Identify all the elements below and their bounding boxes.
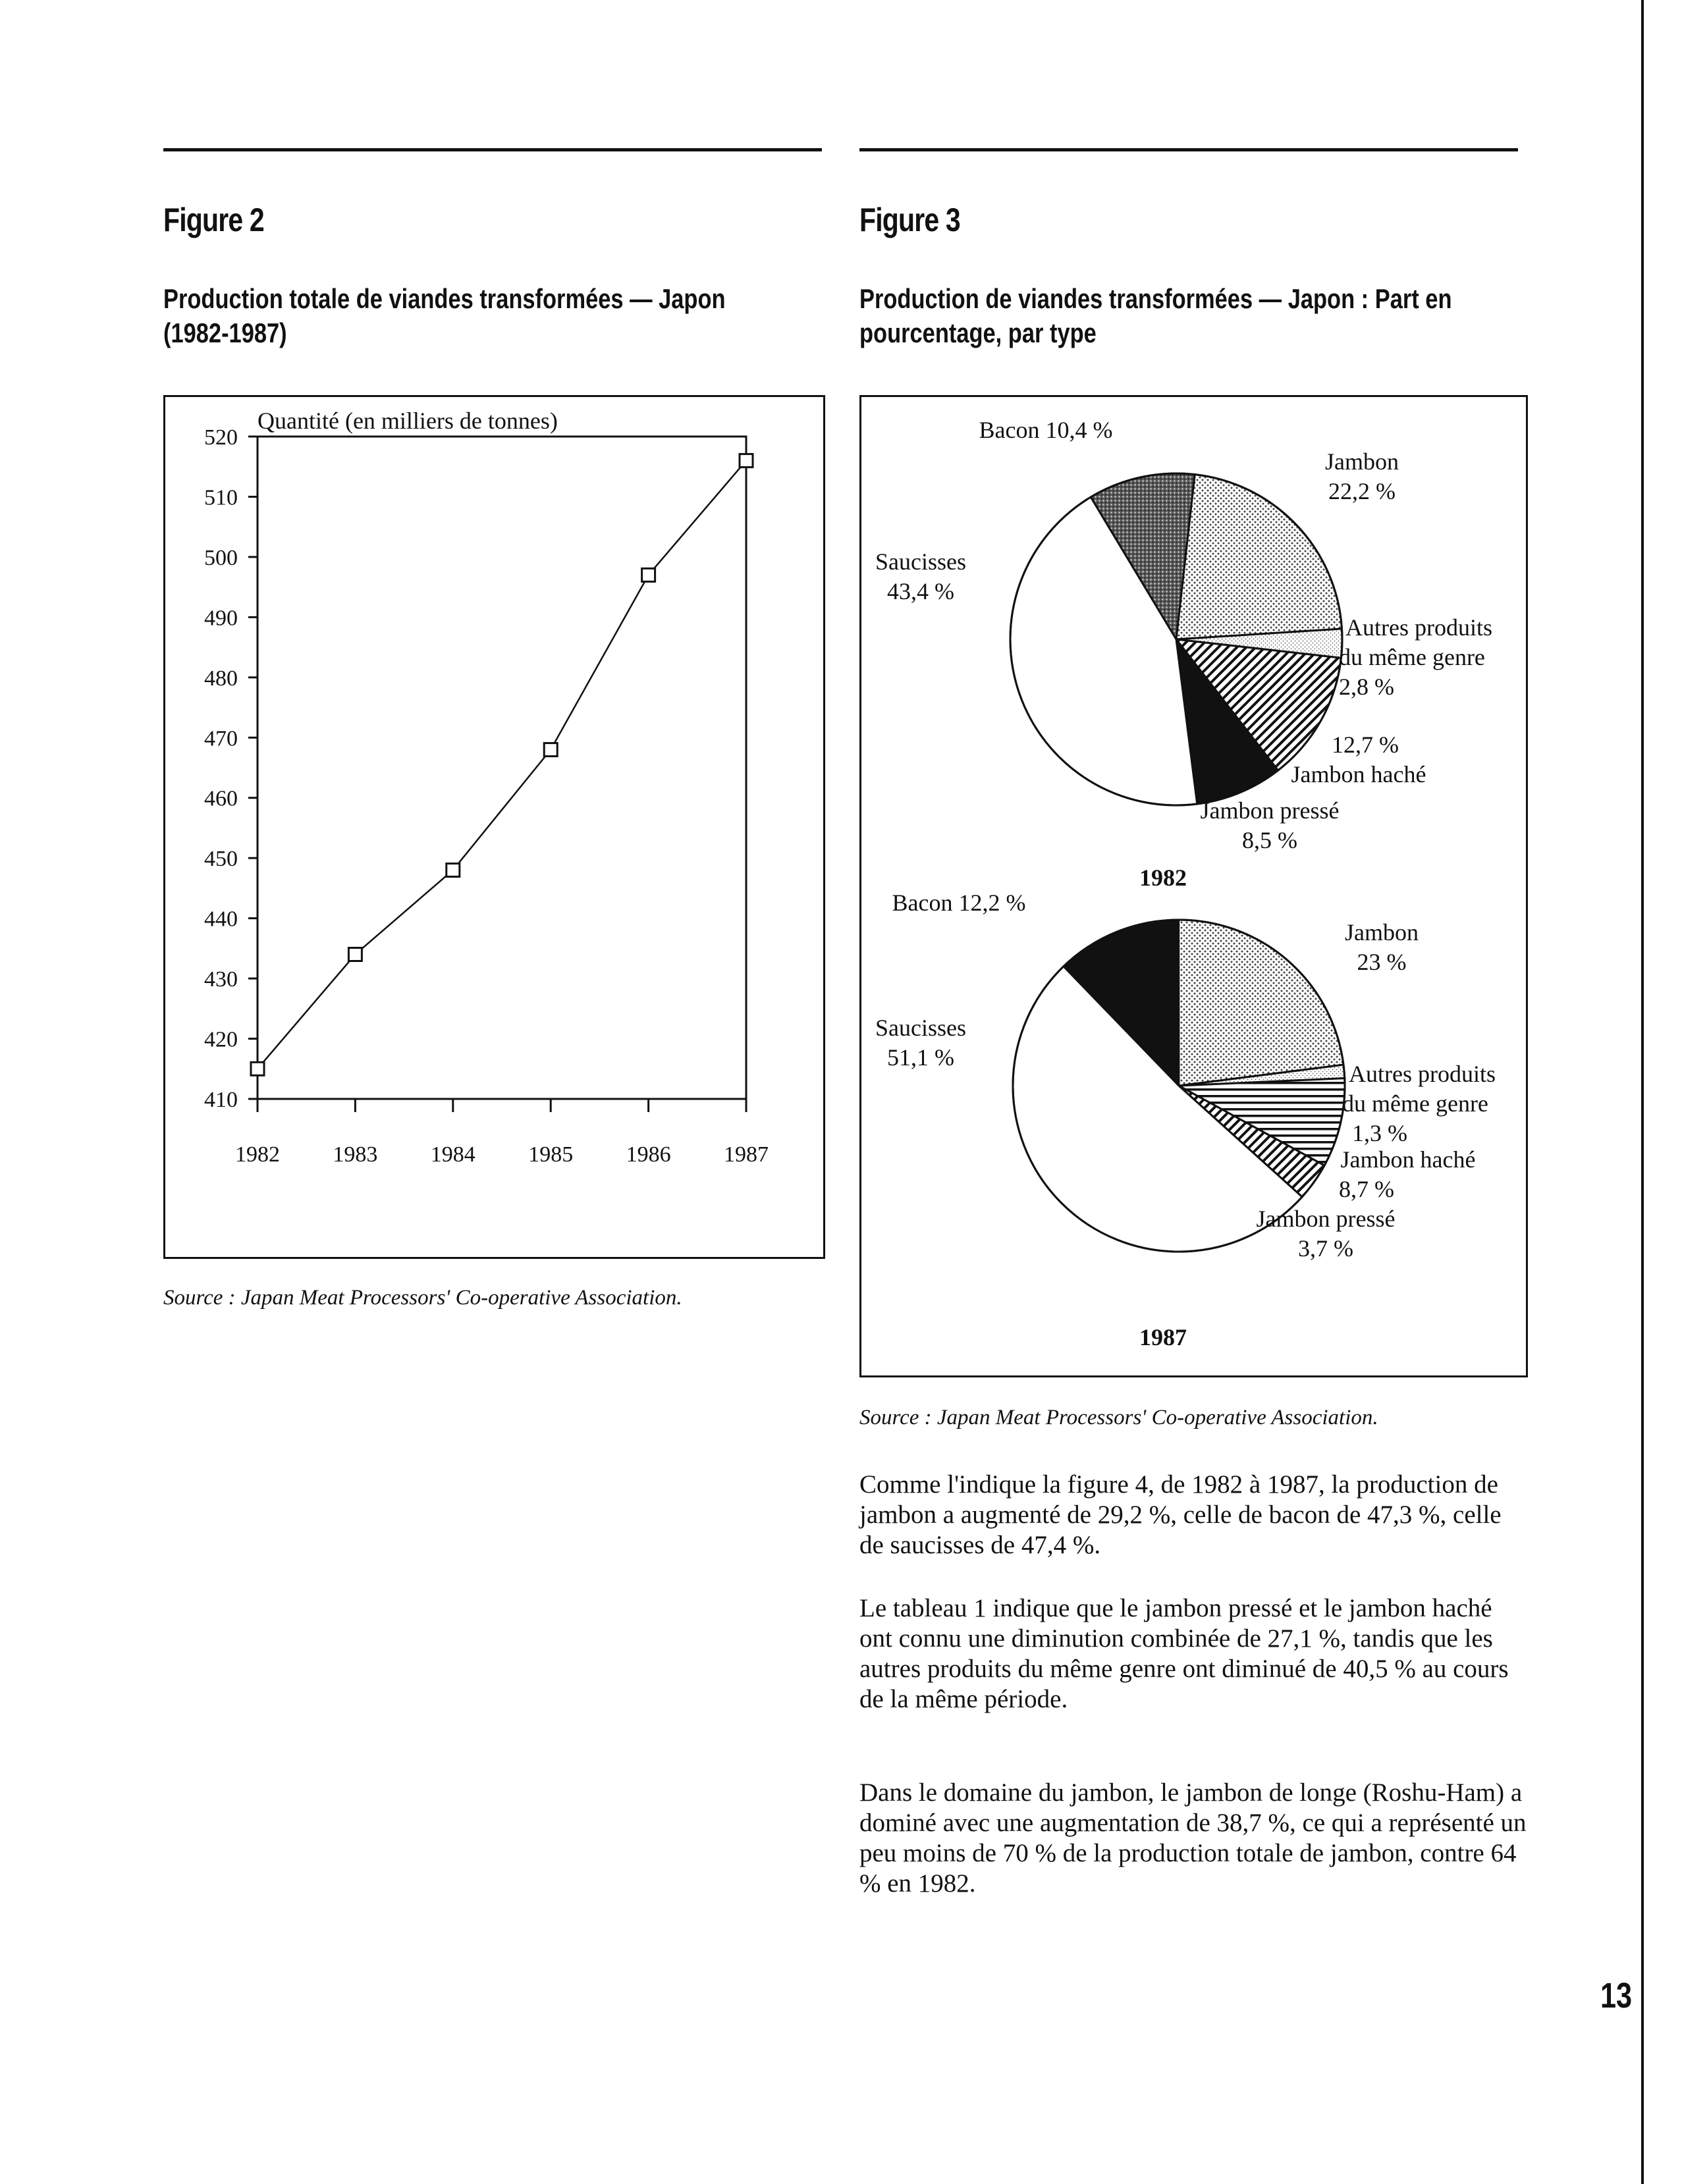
pie-slice (1176, 475, 1342, 639)
y-tick-label: 430 (204, 967, 238, 992)
y-tick-label: 410 (204, 1088, 238, 1112)
paragraph-2: Le tableau 1 indique que le jambon pressé et le jambon haché ont connu une diminution combinée de 27,1 %, tandis que les autres produits du même genre ont diminué de 40,5 % au cours de la même période. (859, 1594, 1509, 1713)
y-tick-label: 510 (204, 485, 238, 510)
x-tick-label: 1985 (528, 1142, 574, 1167)
figure2-top-rule (163, 148, 822, 151)
figure2-title (163, 282, 726, 350)
data-point (251, 1062, 264, 1075)
paragraph-3: Dans le domaine du jambon, le jambon de longe (Roshu-Ham) a dominé avec une augmentation de 38,7 %, ce qui a représenté un peu moins de 70 % de la production totale de jambon, contre 64 % en 1982. (859, 1778, 1527, 1898)
y-tick-label: 520 (204, 425, 238, 450)
paragraph-1: Comme l'indique la figure 4, de 1982 à 1987, la production de jambon a augmenté de 29,2 %, celle de bacon de 47,3 %, celle de saucisses de 47,4 %. (859, 1470, 1502, 1559)
plot-area (258, 437, 746, 1099)
figure3-number: Figure 3 (859, 201, 960, 238)
pie1982-hache-label: Jambon haché (1291, 761, 1426, 787)
pie1982-presse-value: 8,5 % (1242, 827, 1297, 853)
pie1982-jambon-value: 22,2 % (1328, 478, 1396, 504)
pie1987-jambon-value: 23 % (1357, 949, 1407, 975)
y-axis-label: Quantité (en milliers de tonnes) (258, 408, 558, 434)
x-tick-label: 1983 (333, 1142, 378, 1167)
x-tick-label: 1986 (626, 1142, 671, 1167)
figure3-title-line2: pourcentage, par type (859, 317, 1097, 348)
pie1987-saucisses-label: Saucisses (875, 1015, 966, 1041)
figure3-title-line1: Production de viandes transformées — Japon : Part en (859, 283, 1452, 314)
figure3-source: Source : Japan Meat Processors' Co-operative Association. (859, 1406, 1378, 1429)
pie1982-autres-label: Autres produits (1345, 614, 1492, 641)
pie1987-autres-label: Autres produits (1349, 1061, 1496, 1087)
y-tick-label: 450 (204, 847, 238, 872)
figure3-chart-frame (859, 395, 1528, 1377)
pie1982-presse-label: Jambon pressé (1200, 797, 1340, 824)
figure2-line-chart (165, 397, 824, 1257)
pie1987-presse-value: 3,7 % (1298, 1235, 1353, 1262)
y-tick-label: 420 (204, 1027, 238, 1052)
pie1982-title: 1982 (1139, 865, 1187, 891)
pie1987-presse-label: Jambon pressé (1256, 1206, 1396, 1232)
figure3-pie-charts (861, 397, 1527, 1375)
y-tick-label: 500 (204, 545, 238, 570)
data-point (544, 743, 557, 757)
y-tick-label: 460 (204, 786, 238, 811)
data-line (258, 461, 746, 1069)
pie-slice (1179, 920, 1343, 1086)
pie1987-jambon-label: Jambon (1345, 919, 1419, 946)
x-tick-label: 1987 (724, 1142, 769, 1167)
data-point (348, 948, 362, 961)
page-edge-line (1641, 0, 1644, 2184)
y-tick-label: 490 (204, 606, 238, 631)
pie1987-saucisses-value: 51,1 % (887, 1044, 954, 1071)
pie1987-title: 1987 (1139, 1324, 1187, 1350)
figure2-title-line1: Production totale de viandes transformées — Japon (163, 283, 726, 314)
pie1982-saucisses-value: 43,4 % (887, 578, 954, 604)
x-tick-label: 1982 (235, 1142, 280, 1167)
figure3-top-rule (859, 148, 1518, 151)
y-tick-label: 440 (204, 907, 238, 932)
figure2-title-line2: (1982-1987) (163, 317, 287, 348)
figure3-title (859, 282, 1451, 350)
pie1982-autres-value: 2,8 % (1339, 674, 1394, 700)
pie1987-hache-value: 8,7 % (1339, 1176, 1394, 1202)
pie1987-autres-value: 1,3 % (1352, 1120, 1407, 1146)
pie1982-jambon-label: Jambon (1325, 448, 1399, 475)
x-tick-label: 1984 (430, 1142, 475, 1167)
data-point (447, 863, 460, 876)
data-point (740, 454, 753, 467)
data-point (642, 568, 655, 581)
pie1982-autres-label2: du même genre (1339, 644, 1485, 670)
pie1982-saucisses-label: Saucisses (875, 548, 966, 575)
figure2-source: Source : Japan Meat Processors' Co-operative Association. (163, 1286, 682, 1310)
pie1982-bacon-label: Bacon 10,4 % (979, 417, 1113, 443)
figure2-chart-frame (163, 395, 825, 1259)
pie1987-autres-label2: du même genre (1342, 1090, 1488, 1117)
pie1987-bacon-label: Bacon 12,2 % (892, 890, 1026, 916)
pie1982-hache-value: 12,7 % (1332, 732, 1399, 758)
page-number: 13 (1600, 1976, 1633, 2015)
figure2-number: Figure 2 (163, 201, 264, 238)
y-tick-label: 480 (204, 666, 238, 691)
pie1987-hache-label: Jambon haché (1340, 1146, 1476, 1173)
y-tick-label: 470 (204, 726, 238, 751)
